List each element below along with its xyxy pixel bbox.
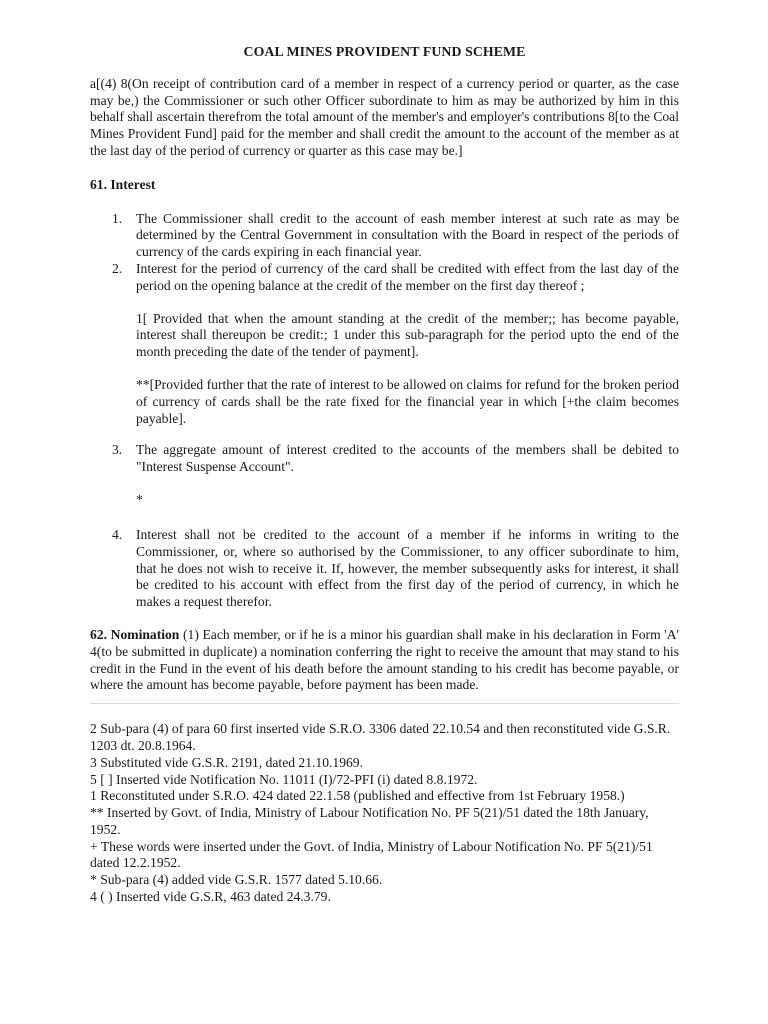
list-item-text: Interest for the period of currency of the card shall be credited with effect from the last day of the period on the opening balance at the credit of the member on the first day thereof ; xyxy=(136,260,679,293)
interest-list xyxy=(90,211,679,611)
footnote: + These words were inserted under the Govt. of India, Ministry of Labour Notification No. PF 5(21)/51 dated 12.2.1952. xyxy=(90,838,653,871)
proviso-paragraph: 1[ Provided that when the amount standing at the credit of the member;; has become payable, interest shall thereupon be credit:; 1 under this sub-paragraph for the period upto the end of the month preceding the date of the tender of payment]. xyxy=(136,310,679,360)
list-item-number: 4. xyxy=(112,526,123,542)
list-item xyxy=(90,442,679,509)
footnote: 3 Substituted vide G.S.R. 2191, dated 21.10.1969. xyxy=(90,754,364,770)
list-item-text: Interest shall not be credited to the account of a member if he informs in writing to the Commissioner, or, where so authorised by the Commissioner, to any officer subordinate to him, that he does not wish to receive it. If, however, the member subsequently asks for interest, it shall be credited to his account with effect from the first day of the period of currency, in which he makes a request therefor. xyxy=(136,526,679,610)
section-62-text: (1) Each member, or if he is a minor his guardian shall make in his declaration in Form 'A' 4(to be submitted in duplicate) a nomination conferring the right to receive the amount that may stand to his credit in the Fund in the event of his death before the amount standing to his credit has become payable, or where the amount has become payable, before payment has been made. xyxy=(90,626,679,693)
document-title: COAL MINES PROVIDENT FUND SCHEME xyxy=(243,44,526,59)
footnotes xyxy=(90,721,679,906)
footnote: 2 Sub-para (4) of para 60 first inserted vide S.R.O. 3306 dated 22.10.54 and then reconstituted vide G.S.R. 1203 dt. 20.8.1964. xyxy=(90,721,671,753)
intro-paragraph: a[(4) 8(On receipt of contribution card of a member in respect of a currency period or quarter, as the case may be,) the Commissioner or such other Officer subordinate to him as may be authorized by him in this behalf shall ascertain therefrom the total amount of the member's and employer's contributions 8[to the Coal Mines Provident Fund] paid for the member and shall credit the amount to the account of the member as at the last day of the period of currency or quarter as this case may be.] xyxy=(90,75,679,158)
footnote: ** Inserted by Govt. of India, Ministry of Labour Notification No. PF 5(21)/51 dated the 18th January, 1952. xyxy=(90,805,649,837)
footnote: 5 [ ] Inserted vide Notification No. 11011 (I)/72-PFI (i) dated 8.8.1972. xyxy=(90,771,478,787)
list-item xyxy=(90,261,679,427)
list-item-text: The Commissioner shall credit to the account of eash member interest at such rate as may be determined by the Central Government in consultation with the Board in respect of the periods of currency of the cards expiring in each financial year. xyxy=(136,210,679,260)
section-61-heading: 61. Interest xyxy=(90,176,156,192)
list-item-number: 3. xyxy=(112,442,123,458)
list-item-text: The aggregate amount of interest credited to the accounts of the members shall be debited to "Interest Suspense Account". xyxy=(136,442,679,475)
footnote-divider xyxy=(90,703,679,704)
star-marker: * xyxy=(136,491,143,507)
footnote: * Sub-para (4) added vide G.S.R. 1577 dated 5.10.66. xyxy=(90,872,383,888)
proviso-paragraph: **[Provided further that the rate of interest to be allowed on claims for refund for the broken period of currency of cards shall be the rate fixed for the financial year in which [+the claim becomes payable]. xyxy=(136,376,679,426)
footnote: 4 ( ) Inserted vide G.S.R, 463 dated 24.3.79. xyxy=(90,889,331,905)
list-item xyxy=(90,527,679,611)
footnote: 1 Reconstituted under S.R.O. 424 dated 22.1.58 (published and effective from 1st February 1958.) xyxy=(90,788,625,804)
section-62-heading: 62. Nomination xyxy=(90,626,180,642)
list-item xyxy=(90,211,679,261)
list-item-number: 2. xyxy=(112,260,123,276)
section-62-paragraph xyxy=(90,627,679,694)
list-item-number: 1. xyxy=(112,210,123,226)
